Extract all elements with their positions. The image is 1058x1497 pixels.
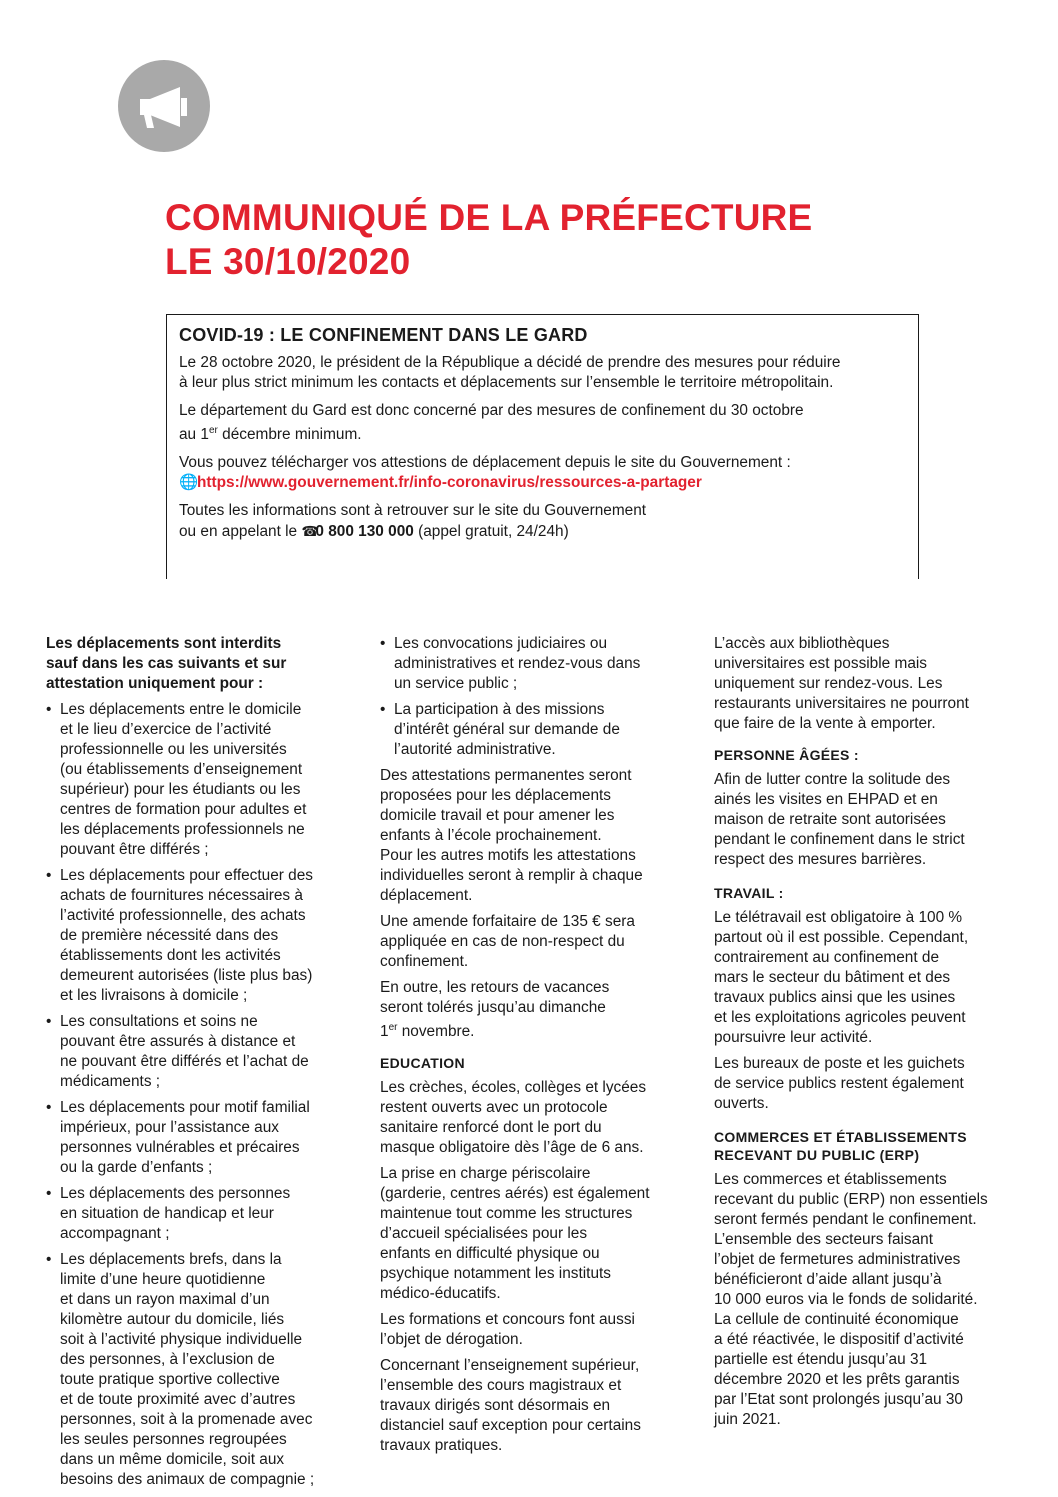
vacations-paragraph: En outre, les retours de vacances seront tolérés jusqu’au dimanche 1er novembre. bbox=[380, 979, 610, 1041]
elderly-heading: PERSONNE ÂGÉES : bbox=[714, 747, 859, 763]
elderly-paragraph: Afin de lutter contre la solitude des ainés les visites en EHPAD et en maison de retraite sont autorisées pendant le confinement dans le strict respect des mesures barrières. bbox=[714, 771, 965, 868]
bullet-icon: • bbox=[46, 701, 52, 718]
box-paragraph-3: Vous pouvez télécharger vos attestions de déplacement depuis le site du Gouvernement : 🌐https://www.gouvernement.fr/info-coronavirus/ressources-a-partager bbox=[179, 454, 791, 492]
list-item: • Les déplacements pour motif familial impérieux, pour l’assistance aux personnes vulnérables et précaires ou la garde d’enfants ; bbox=[46, 1099, 310, 1176]
megaphone-badge bbox=[118, 60, 210, 152]
list-item: • Les convocations judiciaires ou administratives et rendez-vous dans un service public ; bbox=[380, 635, 641, 692]
list-item: • La participation à des missions d’intérêt général sur demande de l’autorité administrative. bbox=[380, 701, 620, 758]
bullet-icon: • bbox=[380, 701, 386, 718]
education-heading: EDUCATION bbox=[380, 1055, 465, 1072]
list-item: • Les déplacements pour effectuer des achats de fournitures nécessaires à l’activité professionnelle, des achats de première nécessité dans des établissements dont les activités demeurent autorisées (liste plus bas) et les livraisons à domicile ; bbox=[46, 867, 313, 1004]
box-paragraph-4: Toutes les informations sont à retrouver sur le site du Gouvernement ou en appelant le ☎0 800 130 000 (appel gratuit, 24/24h) bbox=[179, 502, 647, 541]
box-heading: COVID-19 : LE CONFINEMENT DANS LE GARD bbox=[179, 325, 588, 345]
globe-icon: 🌐 bbox=[179, 474, 199, 492]
bullet-icon: • bbox=[46, 1185, 52, 1202]
work-paragraph-2: Les bureaux de poste et les guichets de service publics restent également ouverts. bbox=[714, 1055, 965, 1112]
title-line-1: COMMUNIQUÉ DE LA PRÉFECTURE bbox=[165, 197, 813, 238]
column-3 bbox=[714, 634, 1014, 1436]
info-box bbox=[166, 314, 919, 579]
box-paragraph-2: Le département du Gard est donc concerné par des mesures de confinement du 30 octobre au 1er décembre minimum. bbox=[179, 402, 804, 444]
phone-number[interactable]: 0 800 130 000 bbox=[315, 523, 414, 541]
exceptions-list bbox=[46, 700, 346, 1490]
intro-text: Les déplacements sont interdits sauf dans les cas suivants et sur attestation uniquement pour : bbox=[46, 635, 287, 692]
exceptions-list-continued bbox=[380, 634, 680, 760]
box-paragraph-1: Le 28 octobre 2020, le président de la République a décidé de prendre des mesures pour réduire à leur plus strict minimum les contacts et déplacements sur l’ensemble le territoire métropolitain. bbox=[179, 354, 841, 391]
gouvernement-link[interactable]: https://www.gouvernement.fr/info-coronavirus/ressources-a-partager bbox=[197, 474, 702, 492]
attestations-paragraph: Des attestations permanentes seront proposées pour les déplacements domicile travail et pour amener les enfants à l’école prochainement. Pour les autres motifs les attestations individuelles seront à remplir à chaque déplacement. bbox=[380, 767, 643, 904]
column-2 bbox=[380, 634, 680, 1462]
education-paragraph-2: La prise en charge périscolaire (garderie, centres aérés) est également maintenue tout comme les structures d’accueil spécialisées pour les enfants en difficulté physique ou psychique notamment les instituts médico-éducatifs. bbox=[380, 1165, 650, 1303]
list-item: • Les déplacements brefs, dans la limite d’une heure quotidienne et dans un rayon maximal d’un kilomètre autour du domicile, liés soit à l’activité physique individuelle des personnes, à l’exclusion de toute pratique sportive collective et de toute proximité avec d’autres personnes, soit à la promenade avec les seules personnes regroupées dans un même domicile, soit aux besoins des animaux de compagnie ; bbox=[46, 1251, 315, 1488]
education-paragraph-3: Les formations et concours font aussi l’objet de dérogation. bbox=[380, 1311, 635, 1349]
page-title bbox=[165, 196, 812, 284]
fine-paragraph: Une amende forfaitaire de 135 € sera appliquée en cas de non-respect du confinement. bbox=[380, 913, 635, 970]
column-1 bbox=[46, 634, 346, 1496]
title-line-2: LE 30/10/2020 bbox=[165, 241, 411, 282]
commerce-paragraph: Les commerces et établissements recevant du public (ERP) non essentiels seront fermés pendant le confinement. L’ensemble des secteurs faisant l’objet de fermetures administratives bénéficieront d’aide allant jusqu’à 10 000 euros via le fonds de solidarité. La cellule de continuité économique a été réactivée, le dispositif d’activité partielle est étendu jusqu’au 31 décembre 2020 et les prêts garantis par l’Etat sont prolongés jusqu’au 30 juin 2021. bbox=[714, 1171, 988, 1428]
bullet-icon: • bbox=[46, 867, 52, 884]
list-item: • Les consultations et soins ne pouvant être assurés à distance et ne pouvant être différés et l’achat de médicaments ; bbox=[46, 1013, 309, 1090]
commerce-heading: COMMERCES ET ÉTABLISSEMENTS RECEVANT DU PUBLIC (ERP) bbox=[714, 1129, 967, 1163]
work-paragraph-1: Le télétravail est obligatoire à 100 % partout où il est possible. Cependant, contrairement au confinement de mars le secteur du bâtiment et des travaux publics ainsi que les usines et les exploitations agricoles peuvent poursuivre leur activité. bbox=[714, 909, 969, 1046]
bullet-icon: • bbox=[46, 1251, 52, 1268]
libraries-paragraph: L’accès aux bibliothèques universitaires est possible mais uniquement sur rendez-vous. Les restaurants universitaires ne pourront que faire de la vente à emporter. bbox=[714, 635, 969, 732]
bullet-icon: • bbox=[46, 1099, 52, 1116]
list-item: • Les déplacements entre le domicile et le lieu d’exercice de l’activité professionnelle ou les universités (ou établissements d’enseignement supérieur) pour les étudiants ou les centres de formation pour adultes et les déplacements professionnels ne pouvant être différés ; bbox=[46, 701, 307, 858]
education-paragraph-1: Les crèches, écoles, collèges et lycées restent ouverts avec un protocole sanitaire renforcé dont le port du masque obligatoire dès l’âge de 6 ans. bbox=[380, 1079, 647, 1157]
list-item: • Les déplacements des personnes en situation de handicap et leur accompagnant ; bbox=[46, 1185, 291, 1242]
work-heading: TRAVAIL : bbox=[714, 885, 784, 901]
megaphone-icon bbox=[136, 84, 192, 130]
bullet-icon: • bbox=[46, 1013, 52, 1030]
education-paragraph-4: Concernant l’enseignement supérieur, l’ensemble des cours magistraux et travaux dirigés sont désormais en distanciel sauf exception pour certains travaux pratiques. bbox=[380, 1357, 641, 1455]
bullet-icon: • bbox=[380, 635, 386, 652]
phone-icon: ☎ bbox=[301, 523, 319, 540]
